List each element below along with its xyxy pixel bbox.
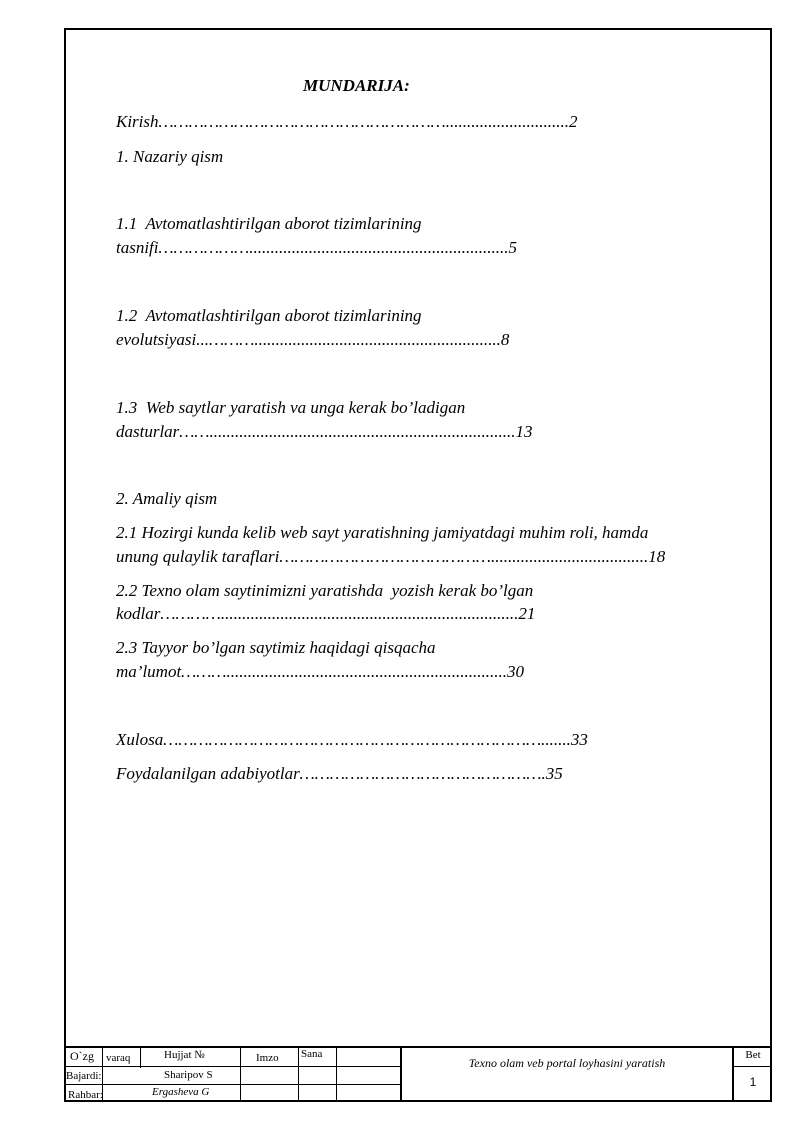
toc-entry-1-1-line2: tasnifi……………….............................................................5 <box>116 238 517 257</box>
divider <box>298 1048 299 1102</box>
toc-entry-adabiyotlar: Foydalanilgan adabiyotlar………………………………………….35 <box>116 764 563 783</box>
stamp-ozg-label: O`zg <box>70 1049 94 1063</box>
stamp-bet-label: Bet <box>745 1049 761 1061</box>
toc-entry-2-3-line2: ma’lumot………..................................................................30 <box>116 662 525 681</box>
toc-title: MUNDARIJA: <box>303 76 410 95</box>
stamp-varaq-label: varaq <box>106 1052 131 1064</box>
stamp-project-title: Texno olam veb portal loyhasini yaratish <box>468 1056 666 1070</box>
divider <box>336 1048 337 1102</box>
toc-entry-amaliy: 2. Amaliy qism <box>116 489 218 508</box>
toc-entry-2-2-line2: kodlar…………......................................................................21 <box>116 604 536 623</box>
toc-entry-kirish: Kirish………………………………………………….............................2 <box>116 112 578 131</box>
stamp-imzo-label: Imzo <box>256 1052 279 1064</box>
stamp-bajardi-name: Sharipov S <box>164 1069 213 1081</box>
divider <box>140 1048 141 1068</box>
divider <box>732 1066 772 1067</box>
divider <box>64 1066 400 1067</box>
stamp-hujjat-label: Hujjat № <box>164 1049 205 1061</box>
toc-entry-2-3-line1: 2.3 Tayyor bo’lgan saytimiz haqidagi qisqacha <box>116 638 436 657</box>
divider <box>64 1084 400 1085</box>
toc-entry-2-2-line1: 2.2 Texno olam saytinimizni yaratishda yozish kerak bo’lgan <box>116 581 534 600</box>
stamp-rahbar-name: Ergasheva G <box>152 1086 210 1098</box>
stamp-bajardi-label: Bajardi: <box>66 1070 102 1082</box>
toc-entry-2-1-line1: 2.1 Hozirgi kunda kelib web sayt yaratishning jamiyatdagi muhim roli, hamda <box>116 523 649 542</box>
title-block-top-border <box>64 1046 772 1048</box>
toc-entry-1-3-line1: 1.3 Web saytlar yaratish va unga kerak bo’ladigan <box>116 398 466 417</box>
stamp-bet-value: 1 <box>749 1075 757 1089</box>
stamp-rahbar-label: Rahbar: <box>68 1089 103 1101</box>
title-block <box>64 1046 772 1102</box>
toc-entry-1-3-line2: dasturlar……........................................................................13 <box>116 422 533 441</box>
toc-entry-1-2-line1: 1.2 Avtomatlashtirilgan aborot tizimlarining <box>116 306 422 325</box>
toc-entry-xulosa: Xulosa………………………………………………………………….......33 <box>116 730 588 749</box>
stamp-sana-label: Sana <box>301 1048 323 1060</box>
toc-entry-nazariy: 1. Nazariy qism <box>116 147 224 166</box>
toc-entry-2-1-line2: unung qulaylik taraflari…………………………………….....................................18 <box>116 547 666 566</box>
toc-entry-1-1-line1: 1.1 Avtomatlashtirilgan aborot tizimlarining <box>116 214 422 233</box>
toc-entry-1-2-line2: evolutsiyasi...………..........................................................8 <box>116 330 510 349</box>
divider <box>240 1048 241 1102</box>
